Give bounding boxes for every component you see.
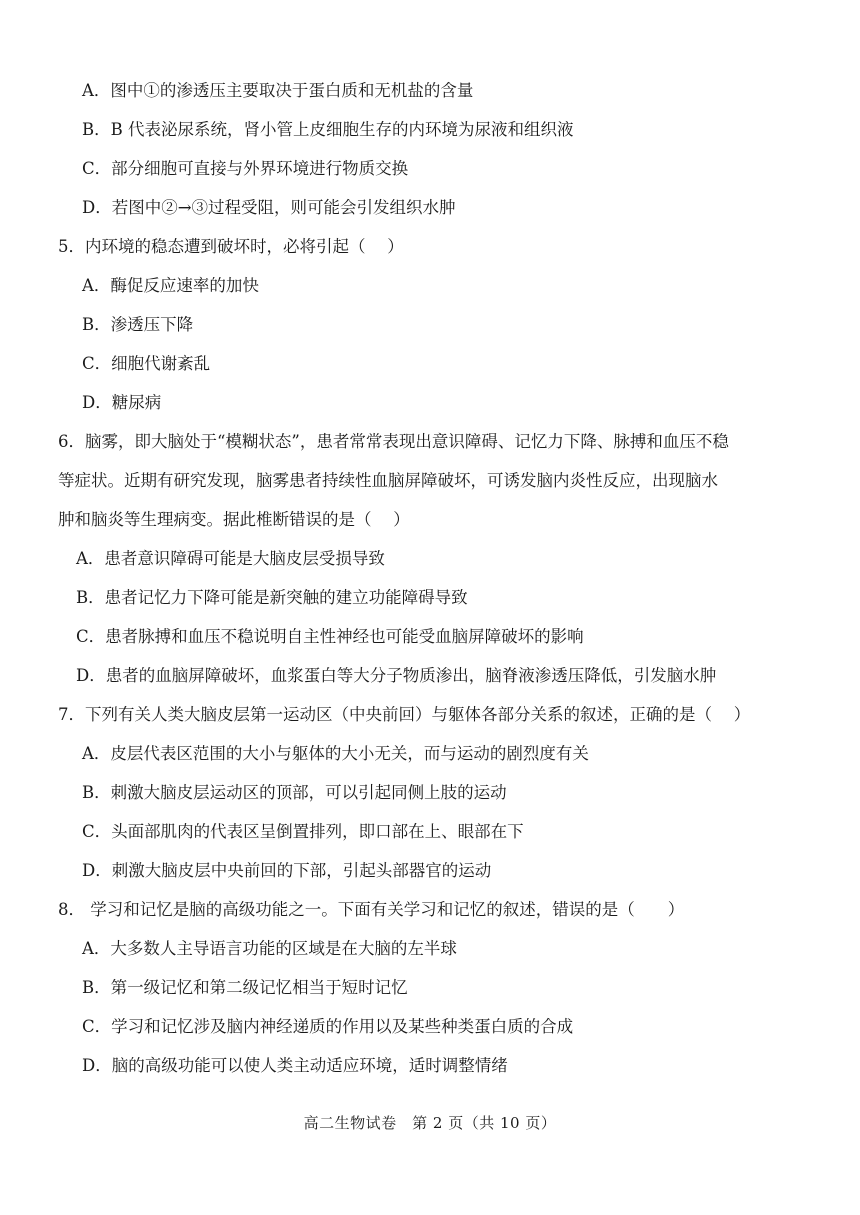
q6-option-b: B．患者记忆力下降可能是新突触的建立功能障碍导致 [76,588,468,607]
q8-option-c: C．学习和记忆涉及脑内神经递质的作用以及某些种类蛋白质的合成 [82,1017,574,1036]
q6-stem-line-1: 6．脑雾，即大脑处于“模糊状态”，患者常常表现出意识障碍、记忆力下降、脉搏和血压不稳 [58,432,729,451]
q4-option-a: A．图中①的渗透压主要取决于蛋白质和无机盐的含量 [82,81,474,100]
q8-stem: 8． 学习和记忆是脑的高级功能之一。下面有关学习和记忆的叙述，错误的是（ ） [58,900,685,919]
q6-option-c: C．患者脉搏和血压不稳说明自主性神经也可能受血脑屏障破坏的影响 [76,627,584,646]
q6-stem-line-3: 肿和脑炎等生理病变。据此椎断错误的是（ ） [58,510,410,529]
q5-option-d: D．糖尿病 [82,393,162,412]
q5-option-c: C．细胞代谢紊乱 [82,354,211,373]
q6-option-d: D．患者的血脑屏障破坏，血浆蛋白等大分子物质渗出，脑脊液渗透压降低，引发脑水肿 [76,666,717,685]
q8-option-b: B．第一级记忆和第二级记忆相当于短时记忆 [82,978,408,997]
q8-option-d: D．脑的高级功能可以使人类主动适应环境，适时调整情绪 [82,1056,508,1075]
q7-option-d: D．刺激大脑皮层中央前回的下部，引起头部器官的运动 [82,861,492,880]
q7-option-b: B．刺激大脑皮层运动区的顶部，可以引起同侧上肢的运动 [82,783,507,802]
q4-option-c: C．部分细胞可直接与外界环境进行物质交换 [82,159,409,178]
q6-stem-line-2: 等症状。近期有研究发现，脑雾患者持续性血脑屏障破坏，可诱发脑内炎性反应，出现脑水 [58,471,718,490]
q4-option-b: B．B 代表泌尿系统，肾小管上皮细胞生存的内环境为尿液和组织液 [82,120,574,139]
page-footer: 高二生物试卷 第 2 页（共 10 页） [303,1114,557,1132]
q5-option-b: B．渗透压下降 [82,315,194,334]
q5-option-a: A．酶促反应速率的加快 [82,276,259,295]
q6-option-a: A．患者意识障碍可能是大脑皮层受损导致 [76,549,385,568]
q7-option-a: A．皮层代表区范围的大小与躯体的大小无关，而与运动的剧烈度有关 [82,744,589,763]
q7-stem: 7．下列有关人类大脑皮层第一运动区（中央前回）与躯体各部分关系的叙述，正确的是（ ） [58,705,751,724]
q4-option-d: D．若图中②→③过程受阻，则可能会引发组织水肿 [82,198,456,217]
q8-option-a: A．大多数人主导语言功能的区域是在大脑的左半球 [82,939,457,958]
q7-option-c: C．头面部肌肉的代表区呈倒置排列，即口部在上、眼部在下 [82,822,524,841]
q5-stem: 5．内环境的稳态遭到破坏时，必将引起（ ） [58,237,404,256]
